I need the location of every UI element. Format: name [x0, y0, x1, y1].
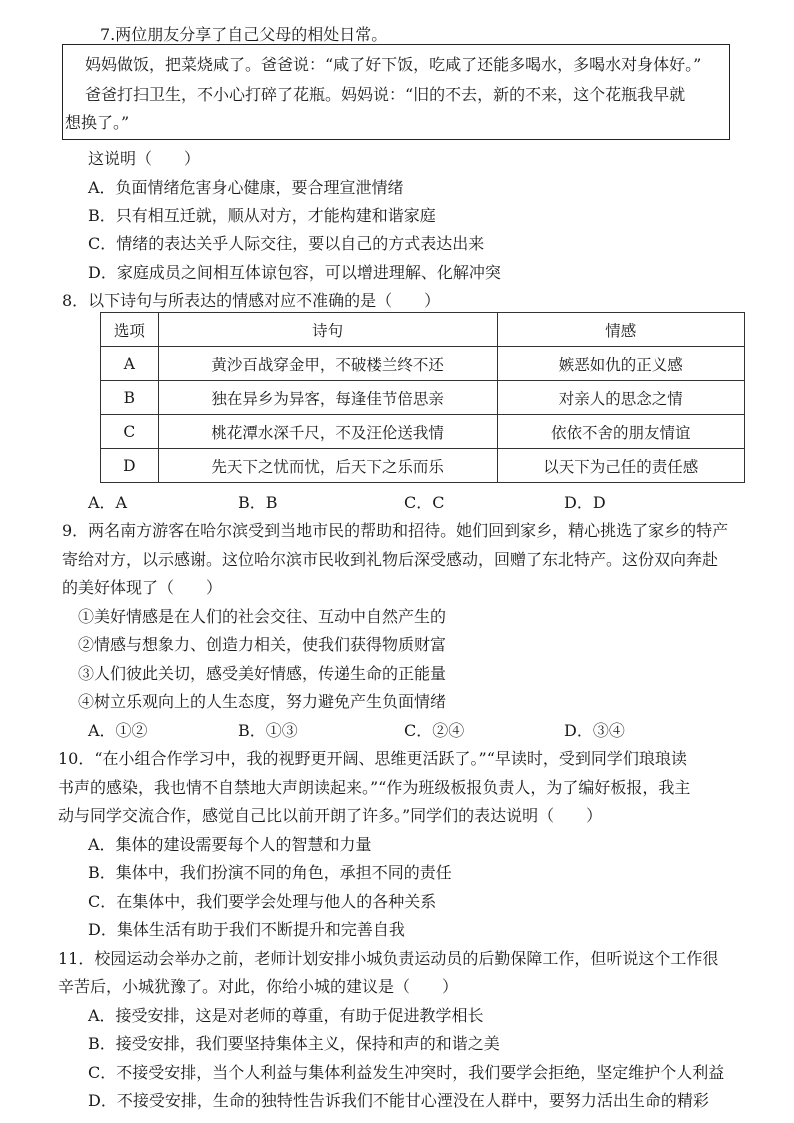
- q8-table: [100, 312, 745, 483]
- q9-item-4: ④树立乐观向上的人生态度，努力避免产生负面情绪: [78, 692, 447, 711]
- q7-box-line3: 想换了。”: [65, 113, 130, 132]
- q10-option-a: A．集体的建设需要每个人的智慧和力量: [88, 835, 372, 854]
- q10-line3: 动与同学交流合作，感觉自己比以前开朗了许多。”同学们的表达说明（ ）: [58, 806, 603, 825]
- q10-option-d: D．集体生活有助于我们不断提升和完善自我: [88, 920, 405, 939]
- q10-line2: 书声的感染，我也情不自禁地大声朗读起来。”“作为班级板报负责人，为了编好板报，我主: [58, 778, 691, 797]
- q7-option-b: B．只有相互迁就，顺从对方，才能构建和谐家庭: [88, 206, 436, 225]
- q9-answer-c: C．②④: [404, 721, 465, 740]
- q7-option-a: A．负面情绪危害身心健康，要合理宣泄情绪: [88, 178, 404, 197]
- table-row: [101, 449, 745, 483]
- q9-line2: 寄给对方，以示感谢。这位哈尔滨市民收到礼物后深受感动，回赠了东北特产。这份双向奔赴: [62, 550, 719, 569]
- table-cell: 黄沙百战穿金甲，不破楼兰终不还: [158, 347, 497, 381]
- q8-answer-b: B．B: [238, 493, 278, 512]
- q11-option-d: D．不接受安排，生命的独特性告诉我们不能甘心湮没在人群中，要努力活出生命的精彩: [88, 1091, 709, 1110]
- q7-scenario-box: [62, 44, 730, 140]
- q9-item-1: ①美好情感是在人们的社会交往、互动中自然产生的: [78, 607, 447, 626]
- table-cell: 对亲人的思念之情: [497, 381, 744, 415]
- q7-option-c: C．情绪的表达关乎人际交往，要以自己的方式表达出来: [88, 234, 485, 253]
- table-cell: B: [101, 381, 159, 415]
- q8-answer-c: C．C: [404, 493, 445, 512]
- q7-stem: 这说明（ ）: [88, 149, 201, 168]
- table-row: [101, 347, 745, 381]
- q8-answer-a: A．A: [88, 493, 128, 512]
- table-cell: 依依不舍的朋友情谊: [497, 415, 744, 449]
- q9-answer-a: A．①②: [88, 721, 148, 740]
- table-cell: 独在异乡为异客，每逢佳节倍思亲: [158, 381, 497, 415]
- table-row: [101, 415, 745, 449]
- q7-box-line2: 爸爸打扫卫生，不小心打碎了花瓶。妈妈说：“旧的不去，新的不来，这个花瓶我早就: [85, 85, 686, 104]
- q11-line1: 11．校园运动会举办之前，老师计划安排小城负责运动员的后勤保障工作，但听说这个工作很: [58, 949, 719, 968]
- q11-option-a: A．接受安排，这是对老师的尊重，有助于促进教学相长: [88, 1006, 484, 1025]
- q11-line2: 辛苦后，小城犹豫了。对此，你给小城的建议是（ ）: [58, 977, 459, 996]
- table-header: 诗句: [158, 313, 497, 347]
- table-header: 情感: [497, 313, 744, 347]
- table-cell: 桃花潭水深千尺，不及汪伦送我情: [158, 415, 497, 449]
- q9-answer-b: B．①③: [238, 721, 298, 740]
- table-cell: A: [101, 347, 159, 381]
- q9-line3: 的美好体现了（ ）: [62, 578, 223, 597]
- q8-stem: 8．以下诗句与所表达的情感对应不准确的是（ ）: [62, 291, 441, 310]
- q11-option-c: C．不接受安排，当个人利益与集体利益发生冲突时，我们要学会拒绝，坚定维护个人利益: [88, 1063, 725, 1082]
- q9-item-2: ②情感与想象力、创造力相关，使我们获得物质财富: [78, 635, 447, 654]
- table-cell: D: [101, 449, 159, 483]
- table-cell: 先天下之忧而忧，后天下之乐而乐: [158, 449, 497, 483]
- table-row: [101, 381, 745, 415]
- q7-option-d: D．家庭成员之间相互体谅包容，可以增进理解、化解冲突: [88, 263, 501, 282]
- table-cell: 以天下为己任的责任感: [497, 449, 744, 483]
- q10-option-c: C．在集体中，我们要学会处理与他人的各种关系: [88, 892, 437, 911]
- q10-option-b: B．集体中，我们扮演不同的角色，承担不同的责任: [88, 863, 452, 882]
- q7-box-line1: 妈妈做饭，把菜烧咸了。爸爸说：“咸了好下饭，吃咸了还能多喝水，多喝水对身体好。”: [85, 55, 702, 74]
- table-cell: C: [101, 415, 159, 449]
- q9-line1: 9．两名南方游客在哈尔滨受到当地市民的帮助和招待。她们回到家乡，精心挑选了家乡的特产: [62, 521, 729, 540]
- q10-line1: 10．“在小组合作学习中，我的视野更开阔、思维更活跃了。”“早读时，受到同学们琅琅读: [58, 749, 687, 768]
- q9-answer-d: D．③④: [564, 721, 625, 740]
- table-cell: 嫉恶如仇的正义感: [497, 347, 744, 381]
- table-header-row: [101, 313, 745, 347]
- q9-item-3: ③人们彼此关切，感受美好情感，传递生命的正能量: [78, 664, 447, 683]
- q11-option-b: B．接受安排，我们要坚持集体主义，保持和声的和谐之美: [88, 1034, 500, 1053]
- q7-title: 7.两位朋友分享了自己父母的相处日常。: [100, 25, 388, 44]
- table-header: 选项: [101, 313, 159, 347]
- q8-answer-d: D．D: [564, 493, 606, 512]
